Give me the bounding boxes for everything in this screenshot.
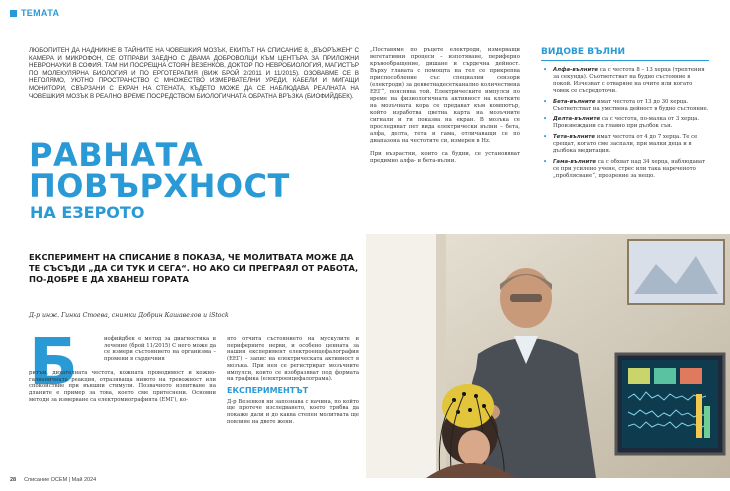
wave-list xyxy=(541,67,709,180)
wave-term: Делта-вълните xyxy=(553,116,601,123)
wave-description: са с обхват над 34 херца, наблюдават се при усилено учене, стрес или така нареченото „проблясване“, прозрение за нещо. xyxy=(553,158,706,179)
woman-face xyxy=(458,430,490,466)
intro-text: ЛЮБОПИТЕН ДА НАДНИКНЕ В ТАЙНИТЕ НА ЧОВЕШКИЯ МОЗЪК, ЕКИПЪТ НА СПИСАНИЕ 8, „ВЪОРЪЖЕН“ С КАМЕРА И МИКРОФОН, СЕ ОТПРАВИ ЗАЕДНО С ДВАМА ДОБРОВОЛЦИ КЪМ ЦЕНТЪРА ЗА ПРИЛОЖНИ НЕВРОНАУКИ В СОФИЯ. ТАМ НИ ПОСРЕЩНА СТОЯН ВЕЗЕНКОВ, ДОКТОР ПО НЕВРОБИОЛОГИЯ, МАГИСТЪР ПО МОЛЕКУЛЯРНА БИОЛОГИЯ И ПО ЕРГОТЕРАПИЯ (ВИЖ БРОЙ 2/2011 И 11/2015). ОЗОВАВМЕ СЕ В НЕГОЛЯМО, УЮТНО ПРОСТРАНСТВО С МНОЖЕСТВО ИЗМЕРВАТЕЛНИ УРЕДИ, КАБЕЛИ И МИГАЩИ МОНИТОРИ, СВЪРЗАНИ С ЕКРАН НА СТЕНАТА, КЪДЕТО МОЖЕ ДА СЕ НАБЛЮДАВА РЕАЛНАТА НА ЧОВЕШКИЯ МОЗЪК В РЕАЛНО ВРЕМЕ ПОСРЕДСТВОМ БИОЛОГИЧНАТА ОБРАТНА ВРЪЗКА (БИОФИЙДБЕК). xyxy=(29,47,359,100)
headline-line-3: НА ЕЗЕРОТО xyxy=(30,203,145,222)
wave-term: Гама-вълните xyxy=(553,158,597,165)
page-footer xyxy=(10,477,96,483)
page-number: 28 xyxy=(10,477,17,483)
article-photo xyxy=(366,234,730,478)
headline-line-1: РАВНАТА xyxy=(29,136,204,174)
body-column-1-top: иофийдбек е метод за диагностика и лечение (брой 11/2015) С него може да се измери състоянието на организма – промени в сърдечния xyxy=(104,336,216,363)
intro-paragraph xyxy=(29,47,359,100)
curtain xyxy=(366,234,436,478)
wave-item-beta xyxy=(541,99,709,113)
wave-item-gamma xyxy=(541,159,709,180)
wave-description: са с честота 8 – 13 херца (трептения за секунда). Съответстват на будно състояние в покой. Изчезват с отваряне на очите или когато човек се съсредоточи. xyxy=(553,67,705,94)
headline-line-2: ПОВЪРХНОСТ xyxy=(29,167,290,205)
publication-info: Списание ОСЕМ | Май 2024 xyxy=(24,477,97,483)
wave-description: имат честота от 4 до 7 херца. Те се срещат, когато сме заспали, при малки деца и в дълбока медитация. xyxy=(553,134,698,155)
wave-item-delta xyxy=(541,116,709,130)
body-column-2-paragraph-1: ято отчита състоянието на мускулите и периферните нерви, и особено ценната за нашия експеримент електроенцефалография (ЕЕГ) – запис на електрическата активност в мозъка. При нея се регистрират мозъчните импулси, които се изобразяват под формата на графика (електроенцефалограма). xyxy=(227,336,359,383)
body-column-3-paragraph-2: При възрастни, които са будни, се установяват предимно алфа- и бета-вълни. xyxy=(370,151,520,164)
wave-term: Алфа-вълните xyxy=(553,67,599,73)
byline: Д-р инж. Гинка Стоева, снимки Добрин Кашавелов и iStock xyxy=(29,312,229,319)
section-tag xyxy=(10,8,59,18)
drop-cap: Б xyxy=(29,326,78,400)
wave-item-alpha xyxy=(541,67,709,95)
sidebar-wave-types xyxy=(541,47,709,184)
sidebar-title: ВИДОВЕ ВЪЛНИ xyxy=(541,47,709,61)
body-column-1-lower: ритъм, дихателната честота, кожната проводимост и кожно-галваничната реакция, отразяваща нивото на тревожност или спокойствие при външни стимули. Позвачното изпитване на дланите е пример за това, което сме притеснени. Основни методи за измерване са електромиографията (ЕМГ), ко- xyxy=(29,370,216,403)
subhead-experiment: ЕКСПЕРИМЕНТЪТ xyxy=(227,385,309,395)
wave-term: Бета-вълните xyxy=(553,98,596,105)
body-column-2-paragraph-2: Д-р Везенков ни запознава с начина, по който ще протече изследването, което трябва да покаже дали и до каква степен молитвата ще повлияе на двете жени. xyxy=(227,398,359,425)
wave-term: Тета-вълните xyxy=(553,134,596,141)
body-column-3-paragraph-1: „Поставяме по ръцете електроди, измерващи вегетативни процеси – изпотяване, периферно кръвообращение, дишане и сърдечна дейност. Върху главата с помощта на гел се прикрепва приспособление със специални сензори (електроди) за девветнадесетканалнo количествена ЕЕГ“, пояснява той. Електрическите импулси по време на физиологичната активност на клетките на мозъчната кора се предават към компютър, който изработва цветна карта на мозъчните сигнали и ги показва на екран. В мозъка се проследяват пет вида електрически вълни – бета, алфа, делта, тета и гама, отличаващи се по диапазона на честотите си, измерен в Hz. xyxy=(370,47,520,144)
wave-description: са с честота, по-малка от 3 херца. Произвеждани са главно при дълбок сън. xyxy=(553,116,700,130)
article-headline xyxy=(29,136,359,224)
section-label: ТЕМАТА xyxy=(21,8,60,18)
body-column-3 xyxy=(370,47,520,171)
photo-illustration xyxy=(366,234,730,478)
wave-description: имат честота от 13 до 30 херца. Съответстват на умствена дейност в будно състояние. xyxy=(553,98,709,112)
wall-painting xyxy=(628,240,724,304)
lead-paragraph: ЕКСПЕРИМЕНТ НА СПИСАНИЕ 8 ПОКАЗА, ЧЕ МОЛИТВАТА МОЖЕ ДА ТЕ СЪСЪДИ „ДА СИ ТУК И СЕГА“. НО АКО СИ ПРЕГРАЯЛ ОТ РАБОТА, ПО-ДОБРЕ Е ДА ХВАНЕШ ГОРАТА xyxy=(29,252,359,284)
wave-item-theta xyxy=(541,134,709,155)
body-column-2 xyxy=(227,336,359,425)
section-marker xyxy=(10,10,17,17)
